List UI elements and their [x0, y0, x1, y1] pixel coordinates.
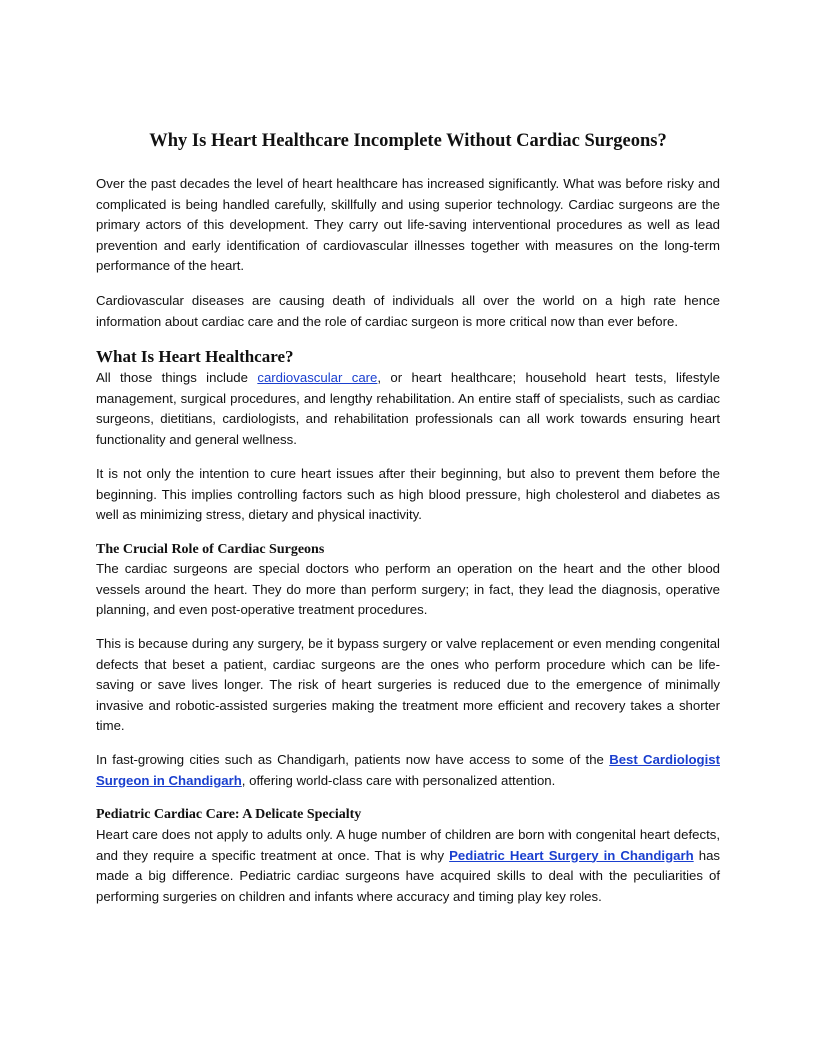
section-heading-cardiac-surgeons: The Crucial Role of Cardiac Surgeons — [96, 542, 325, 557]
section-heading-pediatric-care: Pediatric Cardiac Care: A Delicate Specialty — [96, 807, 362, 822]
section2-paragraph-3 — [96, 750, 720, 791]
section2-paragraph-2: This is because during any surgery, be it bypass surgery or valve replacement or even mending congenital defects that beset a patient, cardiac surgeons are the ones who perform procedure which can be life-saving or save lives longer. The risk of heart surgeries is reduced due to the emergence of minimally invasive and robotic-assisted surgeries making the treatment more efficient and recovery takes a shorter time. — [96, 636, 720, 733]
document-title: Why Is Heart Healthcare Incomplete Without Cardiac Surgeons? — [149, 131, 667, 151]
cardiovascular-care-link[interactable]: cardiovascular care — [257, 370, 378, 385]
intro-paragraph-2: Cardiovascular diseases are causing death of individuals all over the world on a high rate hence information about cardiac care and the role of cardiac surgeon is more critical now than ever before. — [96, 293, 720, 329]
section3-p1-text-before: Heart care does not apply to adults only. A huge number of children are born with congenital heart defects, and they require a specific treatment at once. That is why — [96, 827, 720, 863]
section-heading-heart-healthcare: What Is Heart Healthcare? — [96, 347, 294, 366]
section3-p1-text-after: has made a big difference. Pediatric cardiac surgeons have acquired skills to deal with the peculiarities of performing surgeries on children and infants where accuracy and timing play key roles. — [96, 847, 721, 904]
section1-paragraph-2: It is not only the intention to cure heart issues after their beginning, but also to prevent them before the beginning. This implies controlling factors such as high blood pressure, high cholesterol and diabetes as well as minimizing stress, dietary and physical inactivity. — [96, 466, 720, 522]
section1-paragraph-1 — [96, 368, 720, 450]
section1-p1-text-before: All those things include — [96, 370, 258, 385]
section2-p3-text-before: In fast-growing cities such as Chandigarh, patients now have access to some of the — [96, 752, 610, 767]
section3-paragraph-1 — [96, 825, 720, 907]
section2-p3-text-after: , offering world-class care with personalized attention. — [241, 772, 556, 788]
section1-p1-text-after: , or heart healthcare; household heart tests, lifestyle management, surgical procedures, and lengthy rehabilitation. An entire staff of specialists, such as cardiac surgeons, dietitians, cardiologists, and rehabilitation professionals can all work towards ensuring heart functionality and general wellness. — [96, 370, 721, 447]
intro-paragraph: Over the past decades the level of heart healthcare has increased significantly. What was before risky and complicated is being handled carefully, skillfully and using superior technology. Cardiac surgeons are the primary actors of this development. They carry out life-saving interventional procedures as well as lead prevention and early identification of cardiovascular illnesses together with measures on the long-term performance of the heart. — [96, 176, 720, 273]
best-cardiologist-surgeon-link[interactable]: Best Cardiologist Surgeon in Chandigarh — [96, 752, 720, 788]
pediatric-heart-surgery-link[interactable]: Pediatric Heart Surgery in Chandigarh — [449, 847, 694, 863]
section2-paragraph-1: The cardiac surgeons are special doctors who perform an operation on the heart and the other blood vessels around the heart. They do more than perform surgery; in fact, they lead the diagnosis, operative planning, and even post-operative treatment procedures. — [96, 561, 720, 617]
